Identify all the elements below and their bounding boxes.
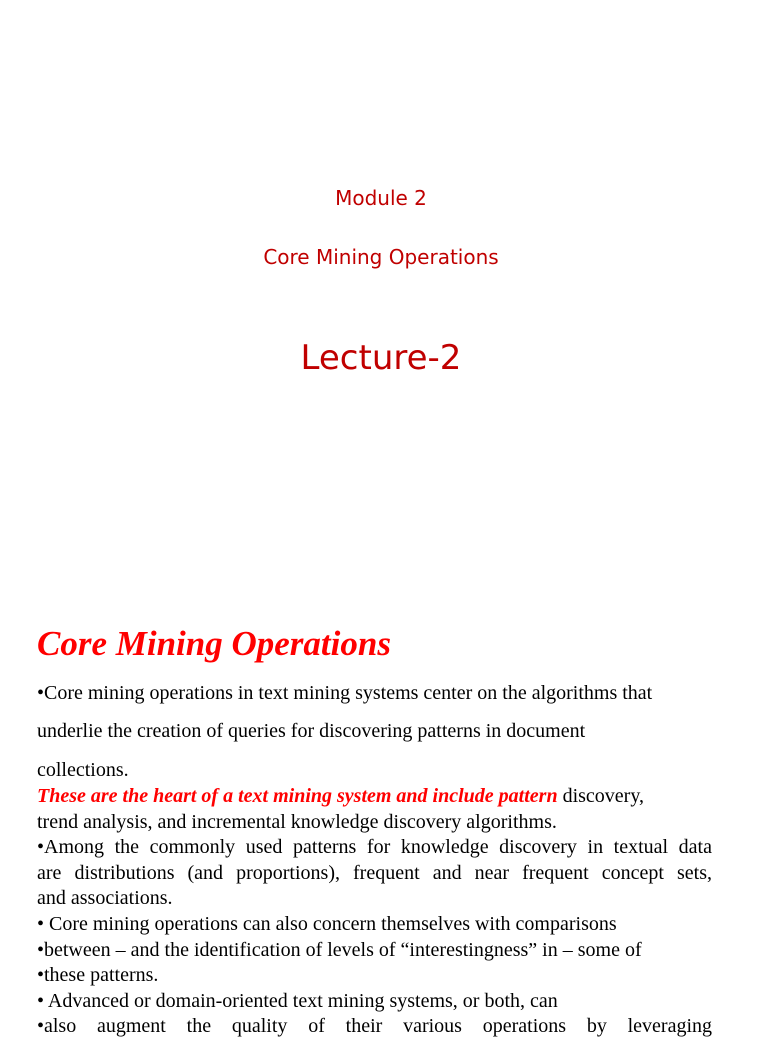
emphasis-tail: discovery, bbox=[557, 785, 645, 807]
lecture-title: Lecture-2 bbox=[300, 338, 462, 378]
module-title: Module 2 bbox=[335, 186, 427, 210]
body-line: • Core mining operations can also concern themselves with comparisons bbox=[37, 913, 617, 935]
body-line: and associations. bbox=[37, 887, 173, 909]
body-line: •Core mining operations in text mining systems center on the algorithms that bbox=[37, 682, 653, 704]
body-line: •between – and the identification of levels of “interestingness” in – some of bbox=[37, 939, 642, 961]
body-line: •these patterns. bbox=[37, 964, 159, 986]
emphasis-text: These are the heart of a text mining system and include pattern bbox=[37, 785, 558, 807]
slide-subtitle: Core Mining Operations bbox=[263, 245, 499, 269]
emphasis-line bbox=[37, 784, 644, 808]
body-line: collections. bbox=[37, 759, 129, 781]
body-line: trend analysis, and incremental knowledge discovery algorithms. bbox=[37, 811, 557, 833]
body-line: • Advanced or domain-oriented text mining systems, or both, can bbox=[37, 990, 558, 1012]
body-line: •also augment the quality of their various operations by leveraging bbox=[37, 1015, 712, 1037]
body-line: •Among the commonly used patterns for knowledge discovery in textual data bbox=[37, 836, 712, 858]
body-line: are distributions (and proportions), frequent and near frequent concept sets, bbox=[37, 862, 712, 884]
section-heading: Core Mining Operations bbox=[37, 624, 391, 663]
body-line: underlie the creation of queries for discovering patterns in document bbox=[37, 720, 586, 742]
